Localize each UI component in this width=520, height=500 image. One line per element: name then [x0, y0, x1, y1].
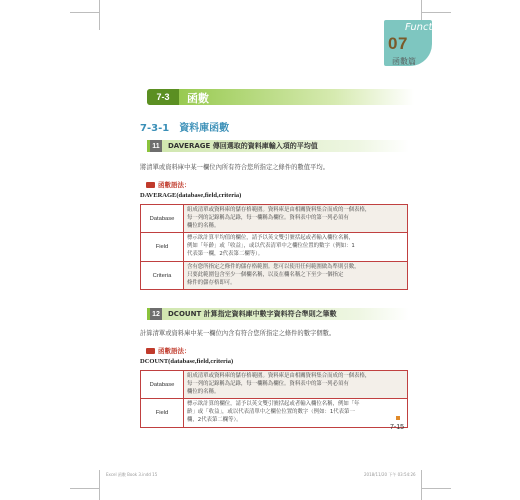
argument-table-daverage	[140, 204, 408, 290]
subsection-number: 7-3-1	[140, 123, 170, 134]
arg-name: Database	[141, 205, 184, 233]
function-number: 11	[150, 140, 162, 152]
chapter-title: 函數篇	[392, 57, 416, 66]
function-heading-daverage	[147, 140, 409, 152]
subsection-title	[140, 119, 239, 134]
arg-name: Database	[141, 371, 184, 399]
function-description: 將清單或資料庫中某一欄位內所有符合您所指定之條件的數值平均。	[140, 164, 329, 171]
subsection-label: 資料庫函數	[179, 123, 230, 134]
function-heading-text: DAVERAGE 傳回選取的資料庫輸入項的平均值	[168, 142, 318, 150]
chapter-script: Function	[405, 22, 448, 33]
arg-desc: 含有您所指定之條件的儲存格範圍。您可以使用任何範圍做為準則引數， 只要此範圍包含至少一個欄名稱，以及在欄名稱之下至少一個指定 條件的儲存格即可。	[184, 261, 408, 289]
section-banner	[147, 89, 414, 105]
function-heading-dcount	[147, 308, 409, 320]
arg-name: Field	[141, 399, 184, 427]
arg-desc: 組成清單或資料庫的儲存格範圍。資料庫是由相關資料集合而成的一個表格， 每一列的記錄稱為記錄，每一欄稱為欄位。資料表中的第一列必須有 欄位的名稱。	[184, 205, 408, 233]
chapter-number: 07	[388, 34, 408, 53]
table-row	[141, 261, 408, 289]
banner-title: 函數	[187, 92, 209, 105]
crop-mark	[421, 488, 451, 489]
arg-name: Field	[141, 233, 184, 261]
syntax-icon	[146, 182, 155, 188]
table-row	[141, 233, 408, 261]
print-footer-left: Excel 函數 Book 3.indd 15	[106, 472, 158, 477]
arg-desc: 組成清單或資料庫的儲存格範圍。資料庫是由相關資料集合而成的一個表格， 每一列的記錄稱為記錄，每一欄稱為欄位。資料表中的第一列必須有 欄位的名稱。	[184, 371, 408, 399]
print-footer-right: 2018/11/20 下午 03:54:26	[364, 472, 416, 477]
function-number: 12	[150, 308, 162, 320]
banner-number: 7-3	[147, 89, 179, 105]
function-description: 計算清單或資料庫中某一欄位內含有符合您所指定之條件的數字個數。	[140, 330, 336, 337]
argument-table-dcount	[140, 370, 408, 428]
arg-desc: 標示欲計算平均值的欄位，請予以英文雙引號括起或者輸入欄位名稱， 例如「年齡」或「收益」，或以代表清單中之欄位位置的數字（例如：1 代表第一欄，2代表第二欄等）。	[184, 233, 408, 261]
page-number-marker	[396, 416, 400, 420]
function-heading-text: DCOUNT 計算指定資料庫中數字資料符合準則之筆數	[168, 310, 337, 318]
syntax-label: 函數語法：	[146, 180, 191, 189]
crop-mark	[421, 12, 451, 13]
crop-mark	[99, 0, 100, 30]
crop-mark	[70, 12, 100, 13]
arg-name: Criteria	[141, 261, 184, 289]
crop-mark	[421, 470, 422, 500]
syntax-label: 函數語法：	[146, 346, 191, 355]
crop-mark	[70, 488, 100, 489]
syntax-text: DCOUNT(database,field,criteria)	[140, 358, 234, 365]
table-row	[141, 205, 408, 233]
arg-desc: 標示欲計算的欄位，請予以英文雙引號括起或者輸入欄位名稱，例如「年 齡」或「收益」，或以代表清單中之欄位位置的數字（例如：1代表第一 欄，2代表第二欄等）。	[184, 399, 408, 427]
page-number: 7-15	[390, 424, 405, 431]
syntax-icon	[146, 348, 155, 354]
table-row	[141, 371, 408, 399]
crop-mark	[99, 470, 100, 500]
syntax-text: DAVERAGE(database,field,criteria)	[140, 192, 242, 199]
table-row	[141, 399, 408, 427]
